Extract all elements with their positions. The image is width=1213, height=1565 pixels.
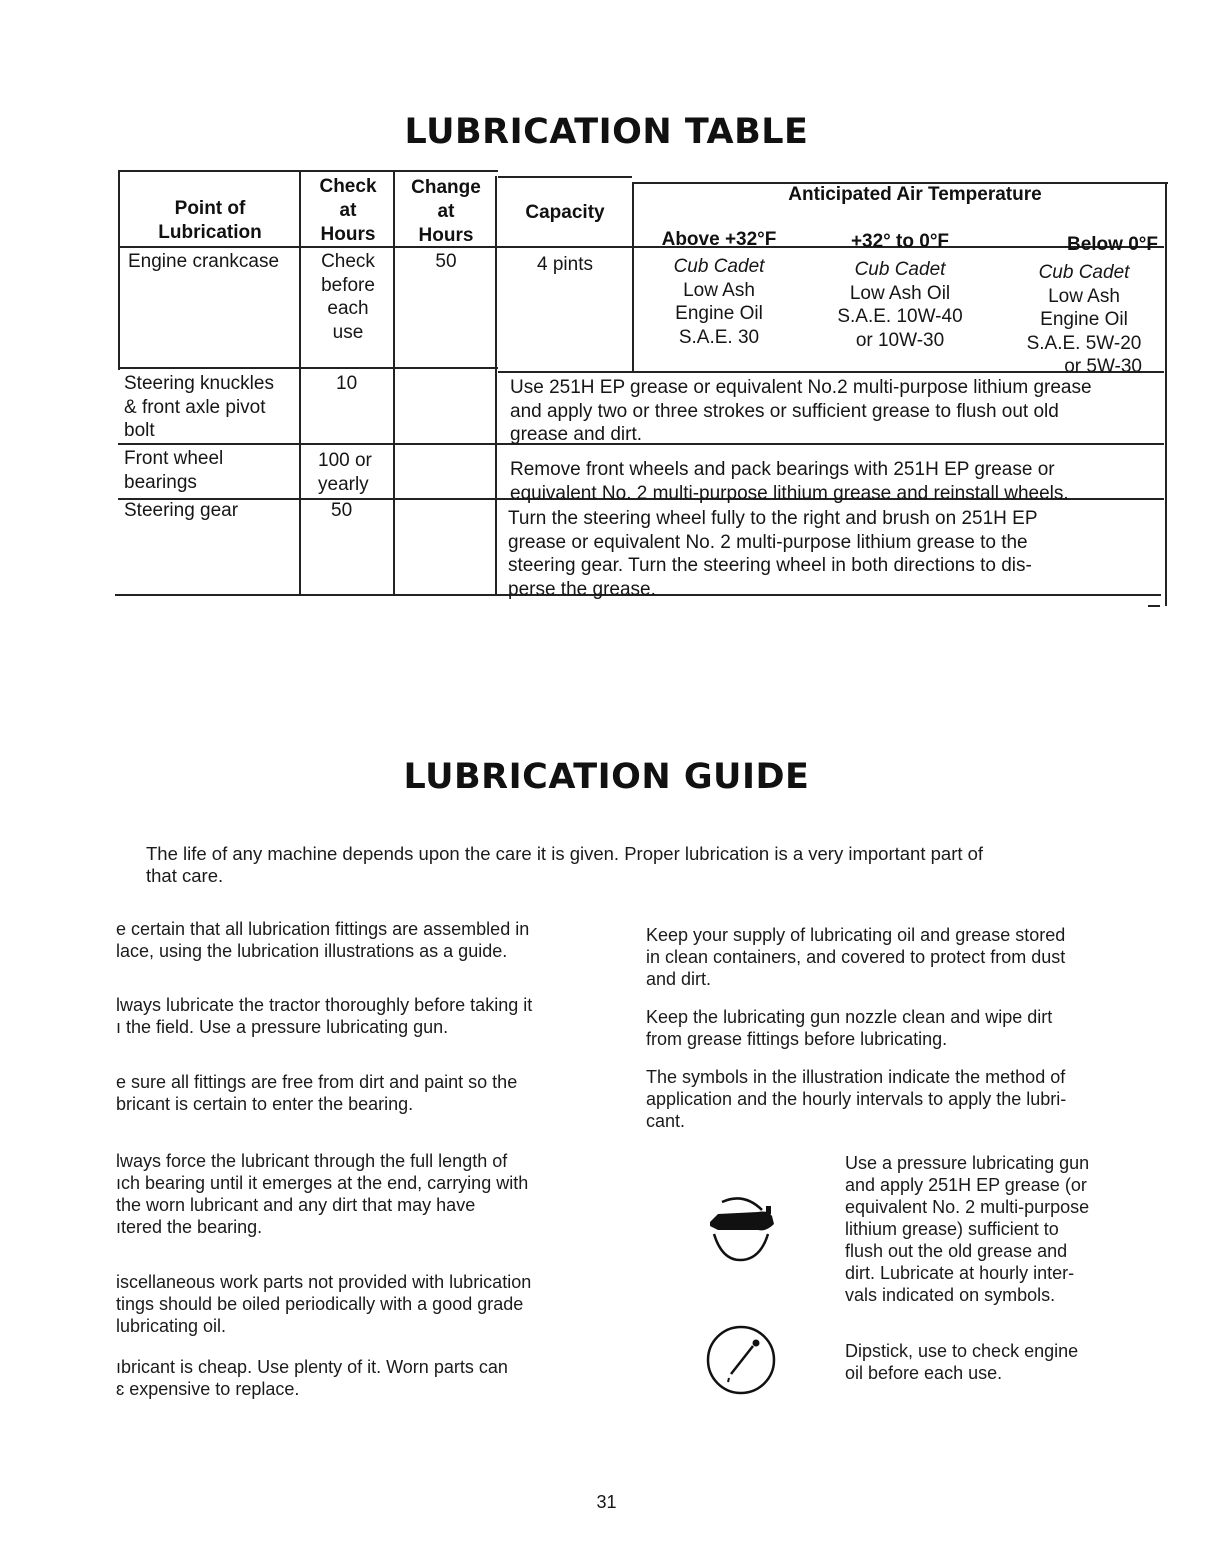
header-32-to-0f: +32° to 0°F [850,231,950,252]
header-change-line2: at [437,201,455,222]
guide-intro: The life of any machine depends upon the care it is given. Proper lubrication is a very important part of that care. [146,843,984,886]
grease-gun-description: Use a pressure lubricating gun and apply 251H EP grease (or equivalent No. 2 multi-purpose lithium grease) sufficient to flush out the old grease and dirt. Lubricate at hourly inter- vals indicated on symbols. [845,1153,1090,1305]
header-check-line2: at [339,200,357,221]
header-change-line1: Change [411,177,481,198]
dipstick-icon [703,1322,779,1398]
left-paragraph: lways force the lubricant through the full length of ıch bearing until it emerges at the end, carrying with the worn lubricant and any dirt that may have ıtered the bearing. [116,1151,529,1237]
header-check-line1: Check [319,176,377,197]
header-change-line3: Hours [418,225,474,246]
row2-check: 10 [336,373,358,394]
row1-below-0f: Cub Cadet Low Ash Engine Oil S.A.E. 5W-20 or 5W-30 [1026,262,1142,377]
right-paragraph: Keep the lubricating gun nozzle clean and wipe dirt from grease fittings before lubricating. [646,1007,1053,1049]
row3-note: Remove front wheels and pack bearings with 251H EP grease or equivalent No. 2 multi-purpose lithium grease and reinstall wheels. [510,459,1069,504]
row4-note: Turn the steering wheel fully to the right and brush on 251H EP grease or equivalent No. 2 multi-purpose lithium grease to the steering gear. Turn the steering wheel in both directions to dis- perse the grease. [508,508,1038,600]
header-above-32f: Above +32°F [661,229,777,250]
header-capacity: Capacity [525,202,605,223]
row4-point: Steering gear [124,500,239,521]
row1-point: Engine crankcase [128,251,280,272]
grease-gun-icon [700,1190,780,1270]
row2-point: Steering knuckles & front axle pivot bolt [124,373,274,441]
row3-check: 100 or yearly [318,450,372,495]
header-air-temperature: Anticipated Air Temperature [788,184,1042,205]
row2-note: Use 251H EP grease or equivalent No.2 multi-purpose lithium grease and apply two or three strokes or sufficient grease to flush out old grease and dirt. [510,377,1092,445]
left-paragraph: e certain that all lubrication fittings are assembled in lace, using the lubrication illustrations as a guide. [116,919,530,961]
header-below-0f: Below 0°F [1066,234,1158,255]
row3-point: Front wheel bearings [124,448,224,493]
dipstick-description: Dipstick, use to check engine oil before each use. [845,1341,1079,1383]
row1-above-32f: Cub Cadet Low Ash Engine Oil S.A.E. 30 [673,256,765,348]
table-title: LUBRICATION TABLE [404,112,809,152]
row1-check: Check before each use [321,251,375,343]
right-paragraph: The symbols in the illustration indicate the method of application and the hourly intervals to apply the lubri- cant. [646,1067,1067,1131]
row1-capacity: 4 pints [537,254,593,275]
left-paragraph: ıbricant is cheap. Use plenty of it. Worn parts can ɛ expensive to replace. [116,1357,508,1399]
page-number: 31 [596,1492,617,1512]
left-paragraph: e sure all fittings are free from dirt and paint so the bricant is certain to enter the bearing. [116,1072,518,1114]
left-paragraph: iscellaneous work parts not provided with lubrication tings should be oiled periodically with a good grade lubricating oil. [116,1272,532,1336]
row4-check: 50 [331,500,353,521]
header-check-line3: Hours [320,224,376,245]
left-paragraph: lways lubricate the tractor thoroughly before taking it ı the field. Use a pressure lubricating gun. [116,995,533,1037]
row1-32-to-0f: Cub Cadet Low Ash Oil S.A.E. 10W-40 or 10W-30 [837,259,963,351]
header-point-line2: Lubrication [158,222,262,243]
header-point-line1: Point of [174,198,246,219]
guide-title: LUBRICATION GUIDE [403,757,810,797]
row1-change: 50 [435,251,457,272]
right-paragraph: Keep your supply of lubricating oil and grease stored in clean containers, and covered to protect from dust and dirt. [646,925,1066,989]
